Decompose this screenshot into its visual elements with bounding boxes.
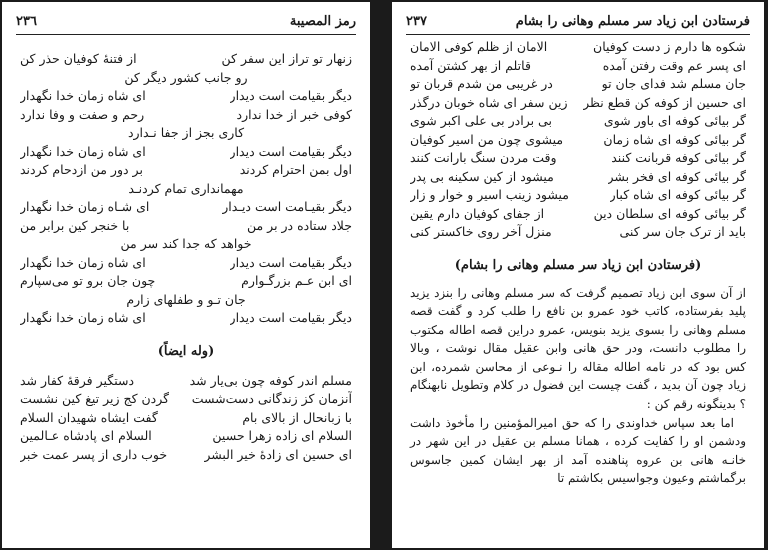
poem-line-single: رو جانب کشور دیگر کن — [124, 69, 248, 85]
poem-line: دیگر بقیامت است دیدار ای شاه زمان خدا نگهدار — [20, 88, 352, 103]
poem-line: ای حسین از کوفه کن قطع نظر زین سفر ای شاه خوبان درگذر — [410, 94, 746, 110]
poem-line: گر بیائی کوفه قربانت کنند وقت مردن سنگ بارانت کنند — [410, 150, 746, 165]
poem-line: کوفی خبر از خدا ندارد رحم و صفت و وفا ندارد — [20, 106, 352, 122]
poem-line: گر بیائی کوفه ای شاه زمان میشوی چون من اسیر کوفیان — [410, 131, 746, 147]
header-title: رمز المصيبة — [289, 14, 356, 29]
poem-block — [410, 38, 746, 488]
page-header — [16, 14, 356, 35]
right-page — [392, 2, 764, 548]
poem-line: زنهار تو تراز این سفر کن از فتنۀ کوفیان حذر کن — [20, 51, 352, 66]
poem-line: شکوه ها دارم ز دست کوفیان الامان از ظلم کوفی الامان — [410, 39, 746, 54]
poem-line: دیگر بقیـامت است دیـدار ای شـاه زمان خدا نگهدار — [20, 199, 352, 214]
section-title: (وله ایضاً) — [157, 343, 215, 359]
poem-line: با زبانحال از بالای بام گفت ایشاه شهیدان السلام — [20, 409, 352, 425]
paragraph: از آن سوی ابن زیاد تصمیم گرفت که سر مسلم وهانی را بنزد یزید پلید بفرستاده، کاتب خود عمرو بن نافع را طلب کرد و گفت قصه مسلم وهانی را بسوی یزید بنویس، عمرو دراین قصه اطاله مکتوب را مطلوب دانست، ودر حق هانی وابن عقیل مقال نوشت ، وبالا کس بود که در نامه اطاله مقاله را نـوعی از محاسن شمرده، ابن زیاد چون آن بدید ، گفت چیست این فضول در کلام وتطویل نابهنگام ؟ بدینگونه رقم کن : — [410, 285, 746, 412]
poem-line-single: مهمانداری تمام کردنـد — [128, 180, 244, 196]
poem-line: گر بیائی کوفه ای فخر بشر میشود از کین سکینه بی پدر — [410, 168, 746, 184]
poem-line: السلام ای زاده زهرا حسین السلام ای پادشاه عـالمین — [20, 428, 352, 443]
page-number: ٢٣٧ — [406, 14, 427, 29]
poem-line: جان مسلم شد فدای جان تو در غریبی من شدم قربان تو — [410, 76, 746, 91]
poem-line: ای پسر عم وقت رفتن آمده قاتلم از بهر کشتن آمده — [410, 57, 746, 73]
poem-line: ای حسین ای زادۀ خیر البشر خوب داری از پسر عمت خبر — [20, 446, 352, 462]
paragraph: اما بعد سپاس خداوندی را که حق امیرالمؤمنین را مأخوذ داشت ودشمن او را کفایت کرده ، همانا مسلم بن عقیل در این شهر در خانـه هانی بن عروه پناهنده آمد از بهر ایشان کمین جاسوس برگماشتم وعیون وجواسیس بکاشتم تا — [410, 415, 746, 486]
poem-line: اول بمن احترام کردند بر دور من ازدحام کردند — [20, 162, 352, 177]
prose-body — [410, 284, 746, 489]
page-number: ٢٣٦ — [16, 14, 37, 29]
poem-line: گر بیائی کوفه ای باور شوی بی برادر بی علی اکبر شوی — [410, 113, 746, 128]
poem-line: آنزمان کز زندگانی دست‌شست گردن کج زیر تیغ کین نشست — [20, 391, 352, 406]
page-header — [406, 14, 750, 35]
poem-line: باید از ترک جان سر کنی منزل آخر روی خاکستر کنی — [410, 224, 746, 239]
section-title: (فرستادن ابن زیاد سر مسلم وهانی را بشام) — [454, 257, 702, 273]
poem-line: جلاد ستاده در بر من با خنجر کین برابر من — [20, 217, 352, 233]
poem-line: مسلم اندر کوفه چون بی‌یار شد دستگیر فرقۀ کفار شد — [20, 372, 352, 388]
poem-line: ای ابن عـم بزرگـوارم چون جان برو تو می‌سپارم — [20, 273, 352, 288]
poem-line: گر بیائی کوفه ای شاه کبار میشود زینب اسیر و خوار و زار — [410, 187, 746, 202]
left-page — [2, 2, 370, 548]
poem-line: گر بیائی کوفه ای سلطان دین از جفای کوفیان دارم یقین — [410, 205, 746, 221]
poem-line: دیگر بقیامت است دیدار ای شاه زمان خدا نگهدار — [20, 254, 352, 270]
poem-line: دیگر بقیامت است دیدار ای شاه زمان خدا نگهدار — [20, 143, 352, 159]
poem-line-single: کاری بجز از جفا نـدارد — [127, 125, 245, 140]
poem-line-single: خواهد که جدا کند سر من — [120, 236, 252, 251]
poem-block — [20, 50, 352, 464]
header-title: فرستادن ابن زیاد سر مسلم وهانی را بشام — [515, 14, 750, 29]
poem-line-single: جان تـو و طفلهای زارم — [126, 291, 246, 307]
poem-line: دیگر بقیامت است دیدار ای شاه زمان خدا نگهدار — [20, 310, 352, 325]
